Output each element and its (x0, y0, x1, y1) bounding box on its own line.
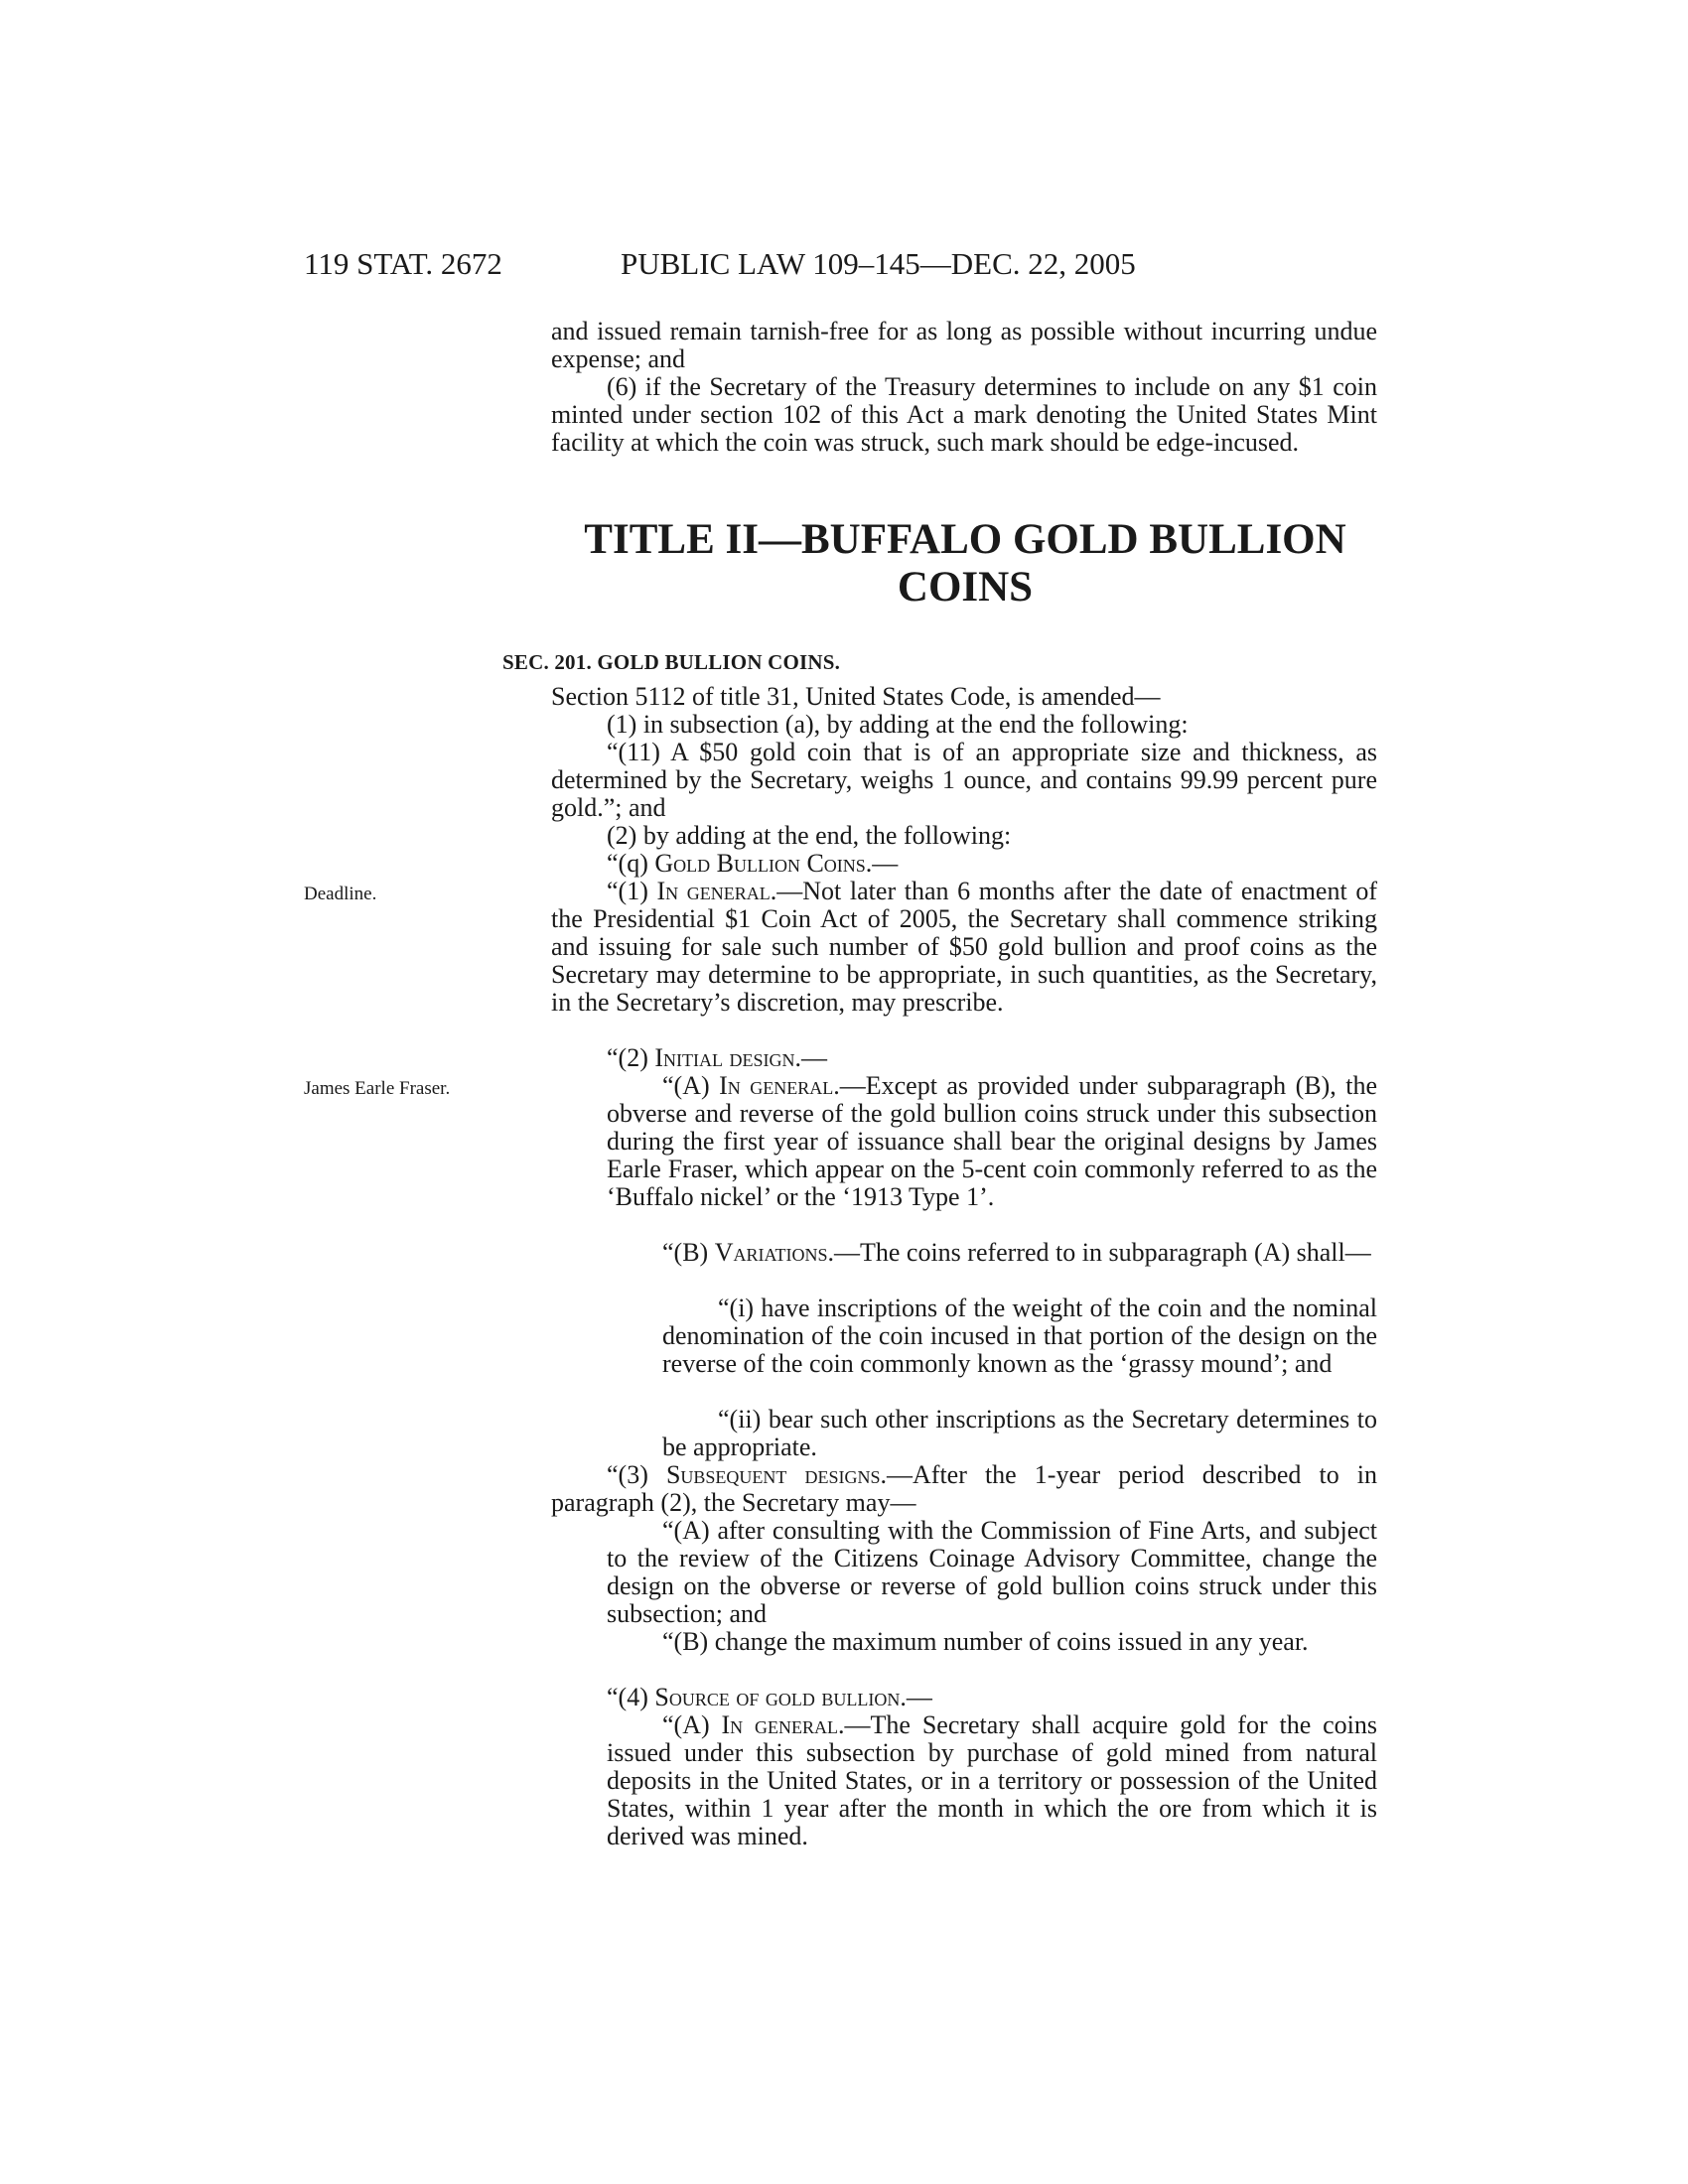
clause-q2b-ii: “(ii) bear such other inscriptions as the Secretary determines to be appropriate. (662, 1405, 1377, 1461)
paragraph-q4-heading: Source of gold bullion.— (654, 1683, 932, 1711)
item-2: (2) by adding at the end, the following: (607, 821, 1012, 850)
paragraph-q2: “(2) Initial design.— (607, 1043, 827, 1072)
paragraph-q4: “(4) Source of gold bullion.— (607, 1683, 932, 1711)
subsection-q-heading: Gold Bullion Coins.— (654, 849, 899, 878)
margin-note-fraser: James Earle Fraser. (304, 1078, 451, 1099)
paragraph-6: (6) if the Secretary of the Treasury determines to include on any $1 coin minted under section 102 of this Act a mark denoting the United States Mint facility at which the coin was struck, such mark should be edge-incused. (551, 372, 1377, 457)
paragraph-continuation: and issued remain tarnish-free for as long as possible without incurring undue expense; and (551, 317, 1377, 373)
paragraph-q3b: “(B) change the maximum number of coins issued in any year. (662, 1627, 1309, 1656)
paragraph-q4a: “(A) In general.—The Secretary shall acquire gold for the coins issued under this subsection by purchase of gold mined from natural deposits in the United States, or in a territory or possession of the United States, within 1 year after the month in which the ore from which it is derived was mined. (607, 1710, 1377, 1850)
paragraph-q3a: “(A) after consulting with the Commission of Fine Arts, and subject to the review of the Citizens Coinage Advisory Committee, change the design on the obverse or reverse of gold bullion coins struck under this subsection; and (607, 1516, 1377, 1628)
margin-note-deadline: Deadline. (304, 884, 377, 904)
paragraph-q3-heading: Subsequent designs. (665, 1460, 888, 1489)
section-heading: SEC. 201. GOLD BULLION COINS. (502, 650, 841, 674)
public-law-header: PUBLIC LAW 109–145—DEC. 22, 2005 (621, 246, 1136, 281)
clause-q2b-i: “(i) have inscriptions of the weight of the coin and the nominal denomination of the coin incused in that portion of the design on the reverse of the coin commonly known as the ‘grassy mound’; and (662, 1294, 1377, 1378)
paragraph-q1: “(1) In general.—Not later than 6 months after the date of enactment of the Presidential $1 Coin Act of 2005, the Secretary shall commence striking and issuing for sale such number of $50 gold bullion and proof coins as the Secretary may determine to be appropriate, in such quantities, as the Secretary, in the Secretary’s discretion, may prescribe. (551, 877, 1377, 1017)
item-1-text: “(11) A $50 gold coin that is of an appropriate size and thickness, as determined by the Secretary, weighs 1 ounce, and contains 99.99 percent pure gold.”; and (551, 738, 1377, 822)
subsection-q: “(q) Gold Bullion Coins.— (607, 849, 899, 878)
title-heading: TITLE II—BUFFALO GOLD BULLION COINS (584, 516, 1346, 611)
paragraph-q2b-heading: Variations. (714, 1238, 834, 1267)
paragraph-q2a-heading: In general. (719, 1071, 840, 1100)
section-intro: Section 5112 of title 31, United States Code, is amended— (551, 682, 1161, 711)
item-1: (1) in subsection (a), by adding at the end the following: (607, 710, 1189, 739)
page-stat-citation: 119 STAT. 2672 (304, 246, 502, 281)
paragraph-q1-heading: In general. (656, 877, 777, 905)
paragraph-q4a-heading: In general. (721, 1710, 845, 1739)
paragraph-q2b: “(B) Variations.—The coins referred to in subparagraph (A) shall— (662, 1238, 1371, 1267)
paragraph-q2a: “(A) In general.—Except as provided under subparagraph (B), the obverse and reverse of the gold bullion coins struck under this subsection during the first year of issuance shall bear the original designs by James Earle Fraser, which appear on the 5-cent coin commonly referred to as the ‘Buffalo nickel’ or the ‘1913 Type 1’. (607, 1071, 1377, 1211)
paragraph-q2-heading: Initial design.— (654, 1043, 827, 1072)
paragraph-q3: “(3) Subsequent designs.—After the 1-year period described to in paragraph (2), the Secretary may— (551, 1460, 1378, 1517)
